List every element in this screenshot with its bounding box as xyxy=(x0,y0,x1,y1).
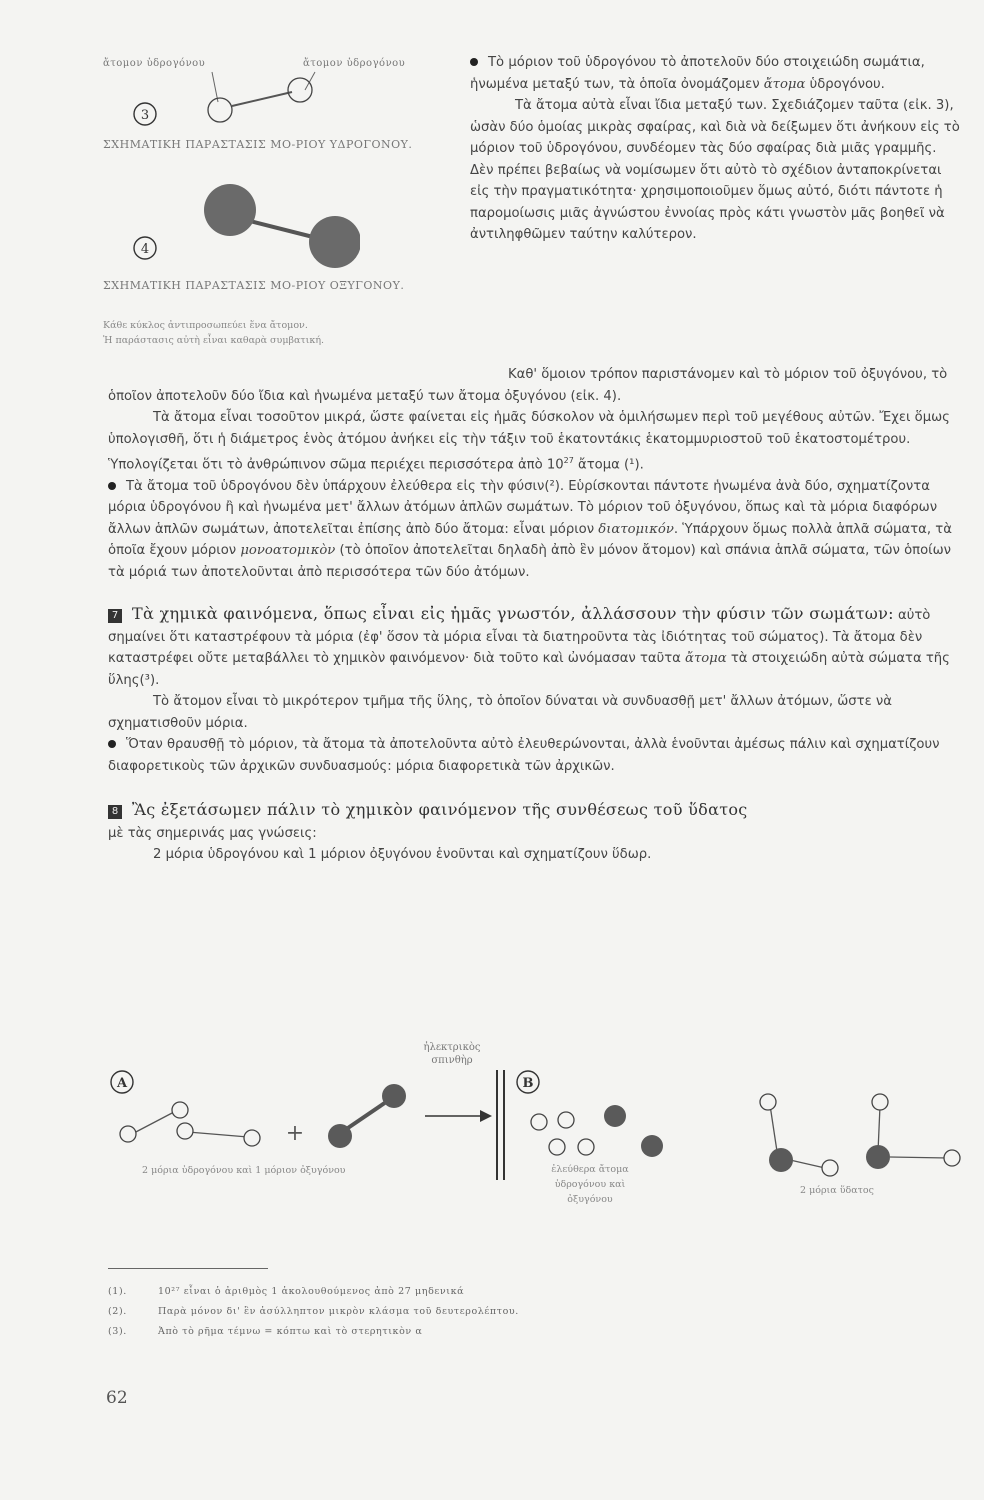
water-hydrogen-atom xyxy=(760,1094,776,1110)
footnote-3: (3). Ἀπὸ τὸ ρῆμα τέμνω = κόπτω καὶ τὸ στερητικὸν α xyxy=(108,1326,423,1337)
footnote-1: (1). 10²⁷ εἶναι ὁ ἀριθμὸς 1 ἀκολουθούμενος ἀπὸ 27 μηδενικά xyxy=(108,1286,465,1297)
spark-label-line2: σπινθὴρ xyxy=(431,1055,473,1066)
paragraph-6: Τὸ ἄτομον εἶναι τὸ μικρότερον τμῆμα τῆς ὕλης, τὸ ὁποῖον δύναται νὰ συνδυασθῇ μετ' ἄλλων ἀτόμων, ὥστε νὰ σχηματισθοῦν μόρια. xyxy=(108,694,892,731)
fig4-oxygen-molecule xyxy=(100,180,360,280)
oxygen-atom-right xyxy=(309,216,360,268)
oxygen-atom-left xyxy=(204,184,256,236)
hydrogen-atom-left xyxy=(208,98,232,122)
fig4-note-1: Κάθε κύκλος ἀντιπροσωπεύει ἕνα ἄτομον. xyxy=(103,320,308,331)
water-hydrogen-atom xyxy=(822,1160,838,1176)
reaction-caption-b: ἐλεύθερα ἄτομα ὑδρογόνου καὶ ὀξυγόνου xyxy=(551,1164,629,1205)
hydrogen-atom xyxy=(244,1130,260,1146)
oxygen-atom xyxy=(382,1084,406,1108)
paragraph-3: Καθ' ὅμοιον τρόπον παριστάνομεν καὶ τὸ μόριον τοῦ ὀξυγόνου, τὸ ὁποῖον ἀποτελοῦν δύο ἴδια καὶ ἡνωμένα μεταξύ των ἄτομα ὀξυγόνου (εἰκ. 4). xyxy=(108,367,948,404)
paragraph-1: Τὸ μόριον τοῦ ὑδρογόνου τὸ ἀποτελοῦν δύο στοιχειώδη σωμάτια, ἡνωμένα μεταξύ των, τὰ ὁποῖα ὀνομάζομεν ἄτομα ὑδρογόνου. xyxy=(470,55,925,92)
full-width-text xyxy=(108,364,960,866)
bullet-icon xyxy=(108,482,116,490)
footnote-rule xyxy=(108,1268,268,1269)
paragraph-5: Τὰ ἄτομα τοῦ ὑδρογόνου δὲν ὑπάρχουν ἐλεύθερα εἰς τὴν φύσιν(²). Εὑρίσκονται πάντοτε ἡνωμένα ἀνὰ δύο, σχηματίζοντα μόρια ὑδρογόνου ἢ καὶ ἡνωμένα μετ' ἄλλων ἀτόμων ἁπλῶν σωμάτων. Τὸ μόριον τοῦ ὀξυγόνου, ὅπως καὶ τὰ μόρια διαφόρων ἄλλων ἁπλῶν σωμάτων, ἀποτελεῖται ἐπίσης ἀπὸ δύο ἄτομα: εἶναι μόριον διατομικόν. Ὑπάρχουν ὅμως πολλὰ ἁπλᾶ σώματα, τὰ ὁποῖα ἔχουν μόριον μονοατομικὸν (τὸ ὁποῖον ἀποτελεῖται δηλαδὴ ἀπὸ ἓν μόνον ἄτομον) καὶ σπάνια ἁπλᾶ σώματα, τῶν ὁποίων τὰ μόριά των ἀποτελοῦνται ἀπὸ περισσότερα τῶν δύο ἀτόμων. xyxy=(108,478,952,580)
reaction-caption-c: 2 μόρια ὕδατος xyxy=(800,1185,874,1196)
spark-label-line1: ἠλεκτρικὸς xyxy=(423,1042,481,1053)
water-hydrogen-atom xyxy=(872,1094,888,1110)
oxygen-atom xyxy=(328,1124,352,1148)
bullet-icon xyxy=(108,740,116,748)
free-hydrogen-atom xyxy=(578,1139,594,1155)
bullet-icon xyxy=(470,58,478,66)
water-hydrogen-atom xyxy=(944,1150,960,1166)
footnotes xyxy=(108,1282,808,1342)
fig4-note-2: Ἡ παράστασις αὐτὴ εἶναι καθαρὰ συμβατική. xyxy=(103,335,325,346)
footnote-2: (2). Παρὰ μόνον δι' ἓν ἀσύλληπτον μικρὸν κλάσμα τοῦ δευτερολέπτου. xyxy=(108,1306,519,1317)
hydrogen-atom-right xyxy=(288,78,312,102)
right-column xyxy=(470,52,960,246)
free-oxygen-atom xyxy=(641,1135,663,1157)
paragraph-4: Τὰ ἄτομα εἶναι τοσοῦτον μικρά, ὥστε φαίνεται εἰς ἡμᾶς δύσκολον νὰ ὁμιλήσωμεν περὶ τοῦ μεγέθους αὐτῶν. Ἔχει ὅμως ὑπολογισθῆ, ὅτι ἡ διάμετρος ἑνὸς ἀτόμου ἀνήκει εἰς τὴν τάξιν τοῦ ἑκατοντάκις ἑκατομμυριοστοῦ τοῦ ἑκατοστομέτρου. Ὑπολογίζεται ὅτι τὸ ἀνθρώπινον σῶμα περιέχει περισσότερα ἀπὸ $10^{27}$ ἄτομα (¹). xyxy=(108,410,950,473)
section-8-text: μὲ τὰς σημερινάς μας γνώσεις: xyxy=(108,825,317,841)
section-7-title: Τὰ χημικὰ φαινόμενα, ὅπως εἶναι εἰς ἡμᾶς γνωστόν, ἀλλάσσουν τὴν φύσιν τῶν σωμάτων: xyxy=(132,604,894,624)
section-7: 7 Τὰ χημικὰ φαινόμενα, ὅπως εἶναι εἰς ἡμᾶς γνωστόν, ἀλλάσσουν τὴν φύσιν τῶν σωμάτων: αὐτὸ σημαίνει ὅτι καταστρέφουν τὰ μόρια (ἐφ' ὅσον τὰ μόρια εἶναι τὰ διατηροῦντα τὰς ἰδιότητας τοῦ σώματος). Τὰ ἄτομα δὲν καταστρέφει οὔτε μεταβάλλει τὸ χημικὸν φαινόμενον· διὰ τοῦτο καὶ ὠνόμασαν ταῦτα ἄτομα τὰ στοιχειώδη αὐτὰ σώματα τῆς ὕλης(³). xyxy=(108,604,950,688)
panel-a-label: A xyxy=(116,1076,128,1091)
section-8 xyxy=(108,799,960,823)
fig3-number: 3 xyxy=(140,108,150,123)
free-oxygen-atom xyxy=(604,1105,626,1127)
arrow-head-icon xyxy=(480,1110,492,1122)
hydrogen-atom xyxy=(177,1123,193,1139)
free-hydrogen-atom xyxy=(531,1114,547,1130)
water-oxygen-atom xyxy=(769,1148,793,1172)
section-8-marker: 8 xyxy=(108,805,122,819)
fig3-label-right: ἄτομον ὑδρογόνου xyxy=(303,58,406,69)
fig3-hydrogen-molecule xyxy=(100,68,350,130)
paragraph-2: Τὰ ἄτομα αὐτὰ εἶναι ἴδια μεταξύ των. Σχεδιάζομεν ταῦτα (εἰκ. 3), ὡσὰν δύο ὁμοίας μικρὰς σφαίρας, καὶ διὰ νὰ δείξωμεν ὅτι ἀνήκουν εἰς τὸ μόριον τοῦ ὑδρογόνου, συνδέομεν τὰς δύο σφαίρας διὰ μιᾶς γραμμῆς. Δὲν πρέπει βεβαίως νὰ νομίσωμεν ὅτι αὐτὸ τὸ σχέδιον ἀνταποκρίνεται εἰς τὴν πραγματικότητα· χρησιμοποιοῦμεν ὅμως αὐτό, διότι πάντοτε ἡ παρομοίωσις μιᾶς ἀγνώστου ἐννοίας πρὸς κάτι γνωστὸν μᾶς βοηθεῖ νὰ ἀντιληφθῶμεν ταύτην καλύτερον. xyxy=(470,98,960,242)
hydrogen-atom xyxy=(120,1126,136,1142)
fig3-caption: ΣΧΗΜΑΤΙΚΗ ΠΑΡΑΣΤΑΣΙΣ ΜΟ-ΡΙΟΥ ΥΔΡΟΓΟΝΟΥ. xyxy=(103,138,413,151)
hydrogen-atom xyxy=(172,1102,188,1118)
fig4-number: 4 xyxy=(140,242,150,257)
fig3-label-left: ἄτομον ὑδρογόνου xyxy=(103,58,206,69)
paragraph-8: 2 μόρια ὑδρογόνου καὶ 1 μόριον ὀξυγόνου ἑνοῦνται καὶ σχηματίζουν ὕδωρ. xyxy=(153,847,652,863)
fig4-caption: ΣΧΗΜΑΤΙΚΗ ΠΑΡΑΣΤΑΣΙΣ ΜΟ-ΡΙΟΥ ΟΞΥΓΟΝΟΥ. xyxy=(103,279,405,292)
free-hydrogen-atom xyxy=(558,1112,574,1128)
paragraph-7: Ὅταν θραυσθῇ τὸ μόριον, τὰ ἄτομα τὰ ἀποτελοῦντα αὐτὸ ἐλευθερώνονται, ἀλλὰ ἑνοῦνται ἀμέσως πάλιν καὶ σχηματίζουν διαφορετικοὺς τῶν ἀρχικῶν συνδυασμούς: μόρια διαφορετικὰ τῶν ἀρχικῶν. xyxy=(108,737,940,774)
plus-sign: + xyxy=(285,1121,305,1146)
free-hydrogen-atom xyxy=(549,1139,565,1155)
water-oxygen-atom xyxy=(866,1145,890,1169)
panel-b-label: B xyxy=(522,1076,534,1091)
reaction-caption-a: 2 μόρια ὑδρογόνου καὶ 1 μόριον ὀξυγόνου xyxy=(142,1165,346,1176)
section-8-title: Ἂς ἐξετάσωμεν πάλιν τὸ χημικὸν φαινόμενον τῆς συνθέσεως τοῦ ὕδατος xyxy=(132,800,748,820)
section-7-marker: 7 xyxy=(108,609,122,623)
page-number: 62 xyxy=(106,1388,128,1408)
